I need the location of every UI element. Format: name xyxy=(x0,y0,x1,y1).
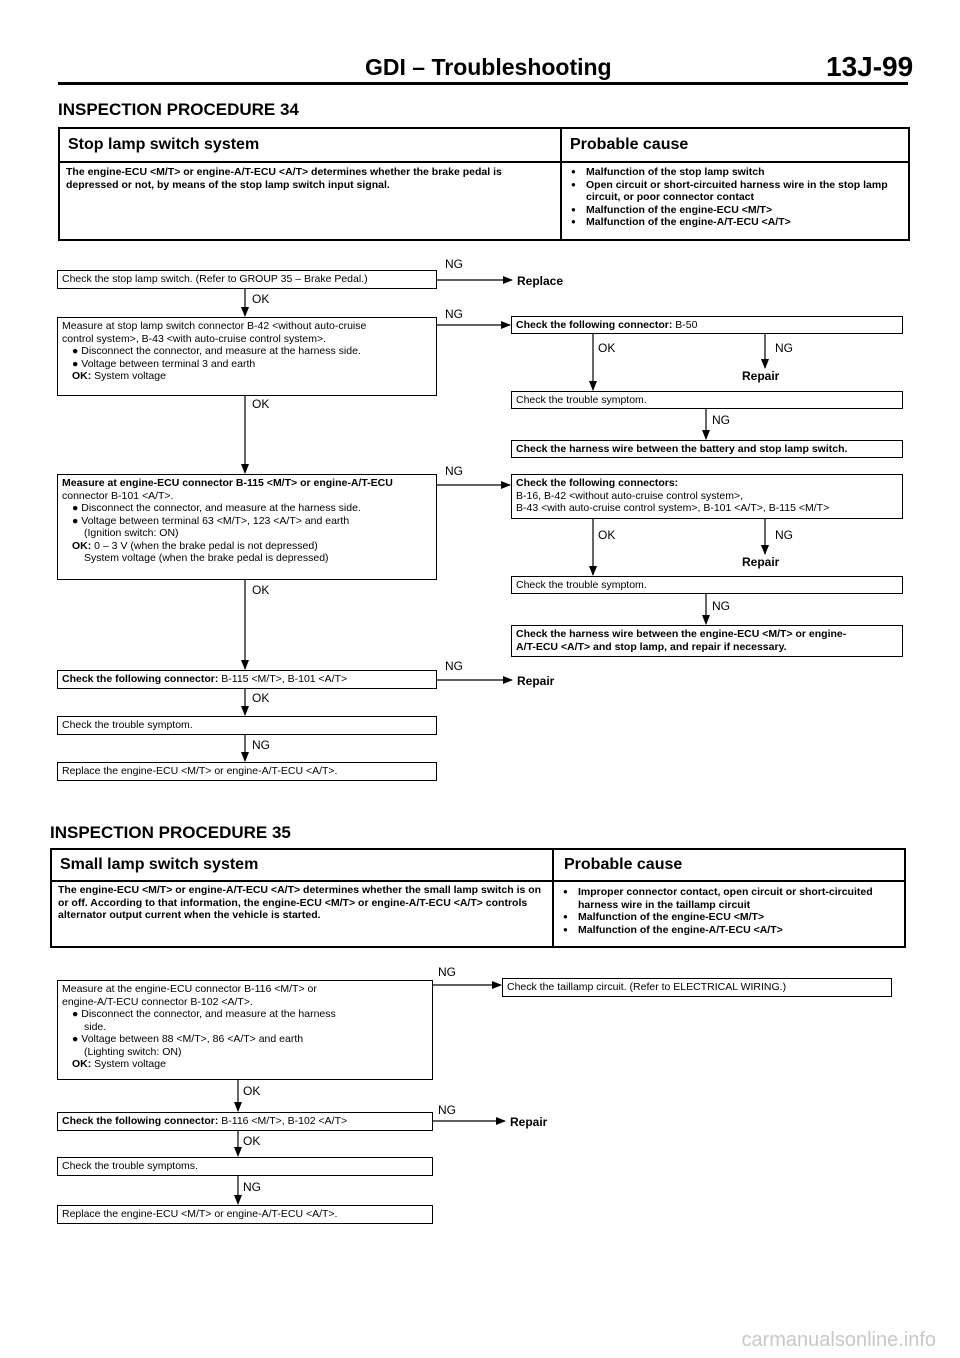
ok-label: OK xyxy=(252,292,270,306)
step-check-trouble-symptom: Check the trouble symptom. xyxy=(511,391,903,409)
step-text: (Ignition switch: ON) xyxy=(84,527,179,539)
cause-item: ● Improper connector contact, open circuit or short-circuited harness wire in the taillamp circuit xyxy=(578,886,900,911)
step-text: B-50 xyxy=(675,319,698,331)
step-text: B-115 <M/T>, B-101 <A/T> xyxy=(221,673,348,685)
step-text: connector B-101 <A/T>. xyxy=(62,489,174,502)
bullet-icon: ● xyxy=(72,514,82,527)
ng-label: NG xyxy=(445,659,463,673)
ok-label: OK xyxy=(252,397,270,411)
ok-label: OK xyxy=(243,1134,261,1148)
step-text: side. xyxy=(84,1020,107,1033)
step-text: engine-A/T-ECU connector B-102 <A/T>. xyxy=(62,995,253,1008)
table-left-header: Stop lamp switch system xyxy=(68,136,260,153)
step-text: Check the harness wire between the engine-ECU <M/T> or engine- xyxy=(516,628,847,640)
cause-item: ● Malfunction of the stop lamp switch xyxy=(586,166,904,179)
ok-criteria-value: System voltage xyxy=(94,1058,166,1070)
page-title: GDI – Troubleshooting xyxy=(365,54,612,80)
table-right-header: Probable cause xyxy=(564,856,683,873)
step-replace-ecu: Replace the engine-ECU <M/T> or engine-A/T-ECU <A/T>. xyxy=(57,1205,433,1224)
cause-item: ● Open circuit or short-circuited harness wire in the stop lamp circuit, or poor connector contact xyxy=(586,179,904,204)
ok-criteria-label: OK: xyxy=(72,539,92,552)
ng-label: NG xyxy=(445,257,463,271)
ok-criteria-label: OK: xyxy=(72,1058,92,1070)
step-text: Voltage between 88 <M/T>, 86 <A/T> and earth xyxy=(81,1033,304,1045)
cause-item: ● Malfunction of the engine-ECU <M/T> xyxy=(578,911,900,924)
procedure-35-heading: INSPECTION PROCEDURE 35 xyxy=(50,823,291,842)
step-text: B-43 <with auto-cruise control system>, B-101 <A/T>, B-115 <M/T> xyxy=(516,502,830,514)
step-text: Disconnect the connector, and measure at the harness side. xyxy=(81,345,361,357)
ng-label: NG xyxy=(712,599,730,613)
cause-item: ● Malfunction of the engine-A/T-ECU <A/T> xyxy=(578,924,900,937)
result-repair: Repair xyxy=(510,1115,548,1129)
page-number: 13J-99 xyxy=(826,51,914,82)
ok-label: OK xyxy=(243,1084,261,1098)
ng-label: NG xyxy=(775,528,793,542)
step-text: Check the following connectors: xyxy=(516,477,679,489)
ng-label: NG xyxy=(252,738,270,752)
step-check-harness-battery: Check the harness wire between the battery and stop lamp switch. xyxy=(511,440,903,458)
step-check-stop-lamp-switch: Check the stop lamp switch. (Refer to GROUP 35 – Brake Pedal.) xyxy=(57,270,437,289)
result-repair: Repair xyxy=(742,369,780,383)
cause-item: ● Malfunction of the engine-ECU <M/T> xyxy=(586,204,904,217)
ok-label: OK xyxy=(598,341,616,355)
step-text: Voltage between terminal 3 and earth xyxy=(81,357,256,370)
ok-criteria-value: System voltage xyxy=(94,370,166,382)
step-text: Measure at stop lamp switch connector B-42 <without auto-cruise xyxy=(62,320,367,332)
table-description: The engine-ECU <M/T> or engine-A/T-ECU <A/T> determines whether the small lamp switch is on or off. According to that information, the engine-ECU <M/T> or engine-A/T-ECU <A/T> controls alternator output current when the vehicle is started. xyxy=(58,884,542,921)
step-text: Disconnect the connector, and measure at the harness xyxy=(81,1008,336,1020)
step-text: Check the following connector: xyxy=(516,319,673,331)
result-repair: Repair xyxy=(742,555,780,569)
result-replace: Replace xyxy=(517,274,564,288)
procedure-34-heading: INSPECTION PROCEDURE 34 xyxy=(58,100,299,119)
step-text: A/T-ECU <A/T> and stop lamp, and repair if necessary. xyxy=(516,640,787,653)
bullet-icon: ● xyxy=(72,345,82,357)
cause-item: ● Malfunction of the engine-A/T-ECU <A/T> xyxy=(586,216,904,229)
step-text: B-116 <M/T>, B-102 <A/T> xyxy=(221,1115,348,1127)
step-check-taillamp-circuit: Check the taillamp circuit. (Refer to ELECTRICAL WIRING.) xyxy=(502,978,892,997)
ng-label: NG xyxy=(445,307,463,321)
ok-criteria-value: System voltage (when the brake pedal is depressed) xyxy=(84,552,329,564)
step-text: Check the following connector: xyxy=(62,673,219,685)
ok-label: OK xyxy=(252,691,270,705)
watermark: carmanualsonline.info xyxy=(741,1328,936,1351)
step-check-trouble-symptom: Check the trouble symptom. xyxy=(511,576,903,594)
result-repair: Repair xyxy=(517,674,555,688)
ng-label: NG xyxy=(243,1180,261,1194)
table-left-header: Small lamp switch system xyxy=(60,856,259,873)
bullet-icon: ● xyxy=(72,502,82,514)
step-text: (Lighting switch: ON) xyxy=(84,1045,182,1058)
step-check-trouble-symptom: Check the trouble symptom. xyxy=(57,716,437,735)
bullet-icon: ● xyxy=(72,357,82,370)
ng-label: NG xyxy=(438,965,456,979)
step-replace-ecu: Replace the engine-ECU <M/T> or engine-A/T-ECU <A/T>. xyxy=(57,762,437,781)
ng-label: NG xyxy=(438,1103,456,1117)
bullet-icon: ● xyxy=(72,1008,82,1020)
step-text: Measure at the engine-ECU connector B-116 <M/T> or xyxy=(62,983,317,995)
ok-criteria-value: 0 – 3 V (when the brake pedal is not depressed) xyxy=(94,539,318,552)
step-text: Disconnect the connector, and measure at the harness side. xyxy=(81,502,361,514)
step-text: B-16, B-42 <without auto-cruise control system>, xyxy=(516,489,744,502)
bullet-icon: ● xyxy=(72,1033,82,1045)
step-text: Check the following connector: xyxy=(62,1115,219,1127)
step-text: control system>, B-43 <with auto-cruise control system>. xyxy=(62,332,327,345)
table-right-header: Probable cause xyxy=(570,136,689,153)
ng-label: NG xyxy=(445,464,463,478)
step-check-trouble-symptoms: Check the trouble symptoms. xyxy=(57,1157,433,1176)
ok-label: OK xyxy=(598,528,616,542)
ng-label: NG xyxy=(712,413,730,427)
ok-label: OK xyxy=(252,583,270,597)
step-text: Measure at engine-ECU connector B-115 <M/T> or engine-A/T-ECU xyxy=(62,477,393,489)
ng-label: NG xyxy=(775,341,793,355)
table-description: The engine-ECU <M/T> or engine-A/T-ECU <A/T> determines whether the brake pedal is depressed or not, by means of the stop lamp switch input signal. xyxy=(66,166,502,191)
step-text: Voltage between terminal 63 <M/T>, 123 <A/T> and earth xyxy=(81,514,350,527)
ok-criteria-label: OK: xyxy=(72,370,92,382)
